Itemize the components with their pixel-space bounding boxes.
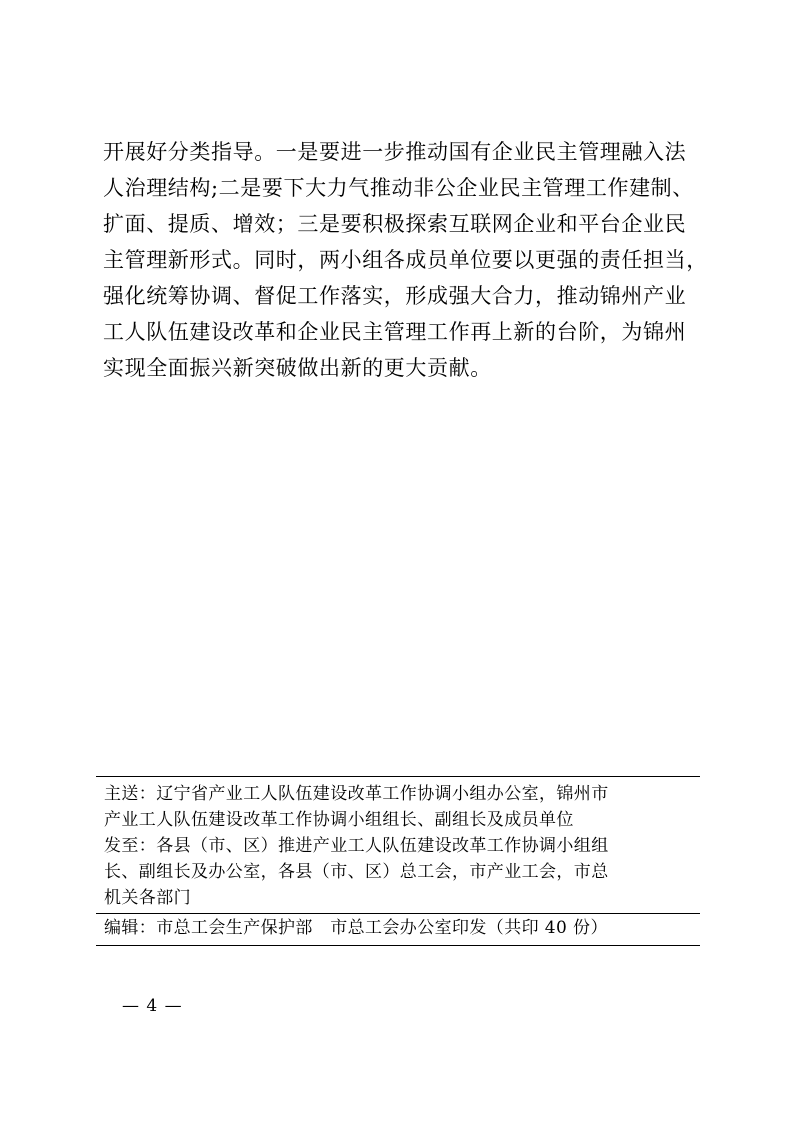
- recipients-line-2: 产业工人队伍建设改革工作协调小组组长、副组长及成员单位: [104, 810, 574, 830]
- page-number: — 4 —: [122, 996, 183, 1016]
- recipients-line-1: 主送：辽宁省产业工人队伍建设改革工作协调小组办公室，锦州市: [104, 784, 609, 804]
- editor-block: [96, 914, 700, 945]
- body-line-5: 强化统筹协调、督促工作落实，形成强大合力，推动锦州产业: [103, 284, 687, 308]
- distribution-block: [96, 776, 700, 946]
- body-line-2: 人治理结构;二是要下大力气推动非公企业民主管理工作建制、: [103, 176, 694, 200]
- body-line-4: 主管理新形式。同时，两小组各成员单位要以更强的责任担当，: [103, 248, 708, 272]
- recipients-line-4: 长、副组长及办公室，各县（市、区）总工会，市产业工会，市总: [104, 862, 609, 882]
- recipients-block: [96, 777, 700, 913]
- bottom-rule: [96, 945, 700, 946]
- body-line-3: 扩面、提质、增效；三是要积极探索互联网企业和平台企业民: [103, 212, 687, 236]
- body-text: [103, 134, 708, 386]
- body-line-6: 工人队伍建设改革和企业民主管理工作再上新的台阶，为锦州: [103, 320, 687, 344]
- recipients-line-5: 机关各部门: [104, 888, 191, 908]
- editor-line: 编辑：市总工会生产保护部 市总工会办公室印发（共印 40 份）: [104, 918, 608, 938]
- body-line-7: 实现全面振兴新突破做出新的更大贡献。: [103, 356, 492, 380]
- recipients-line-3: 发至：各县（市、区）推进产业工人队伍建设改革工作协调小组组: [104, 836, 609, 856]
- body-line-1: 开展好分类指导。一是要进一步推动国有企业民主管理融入法: [103, 140, 687, 164]
